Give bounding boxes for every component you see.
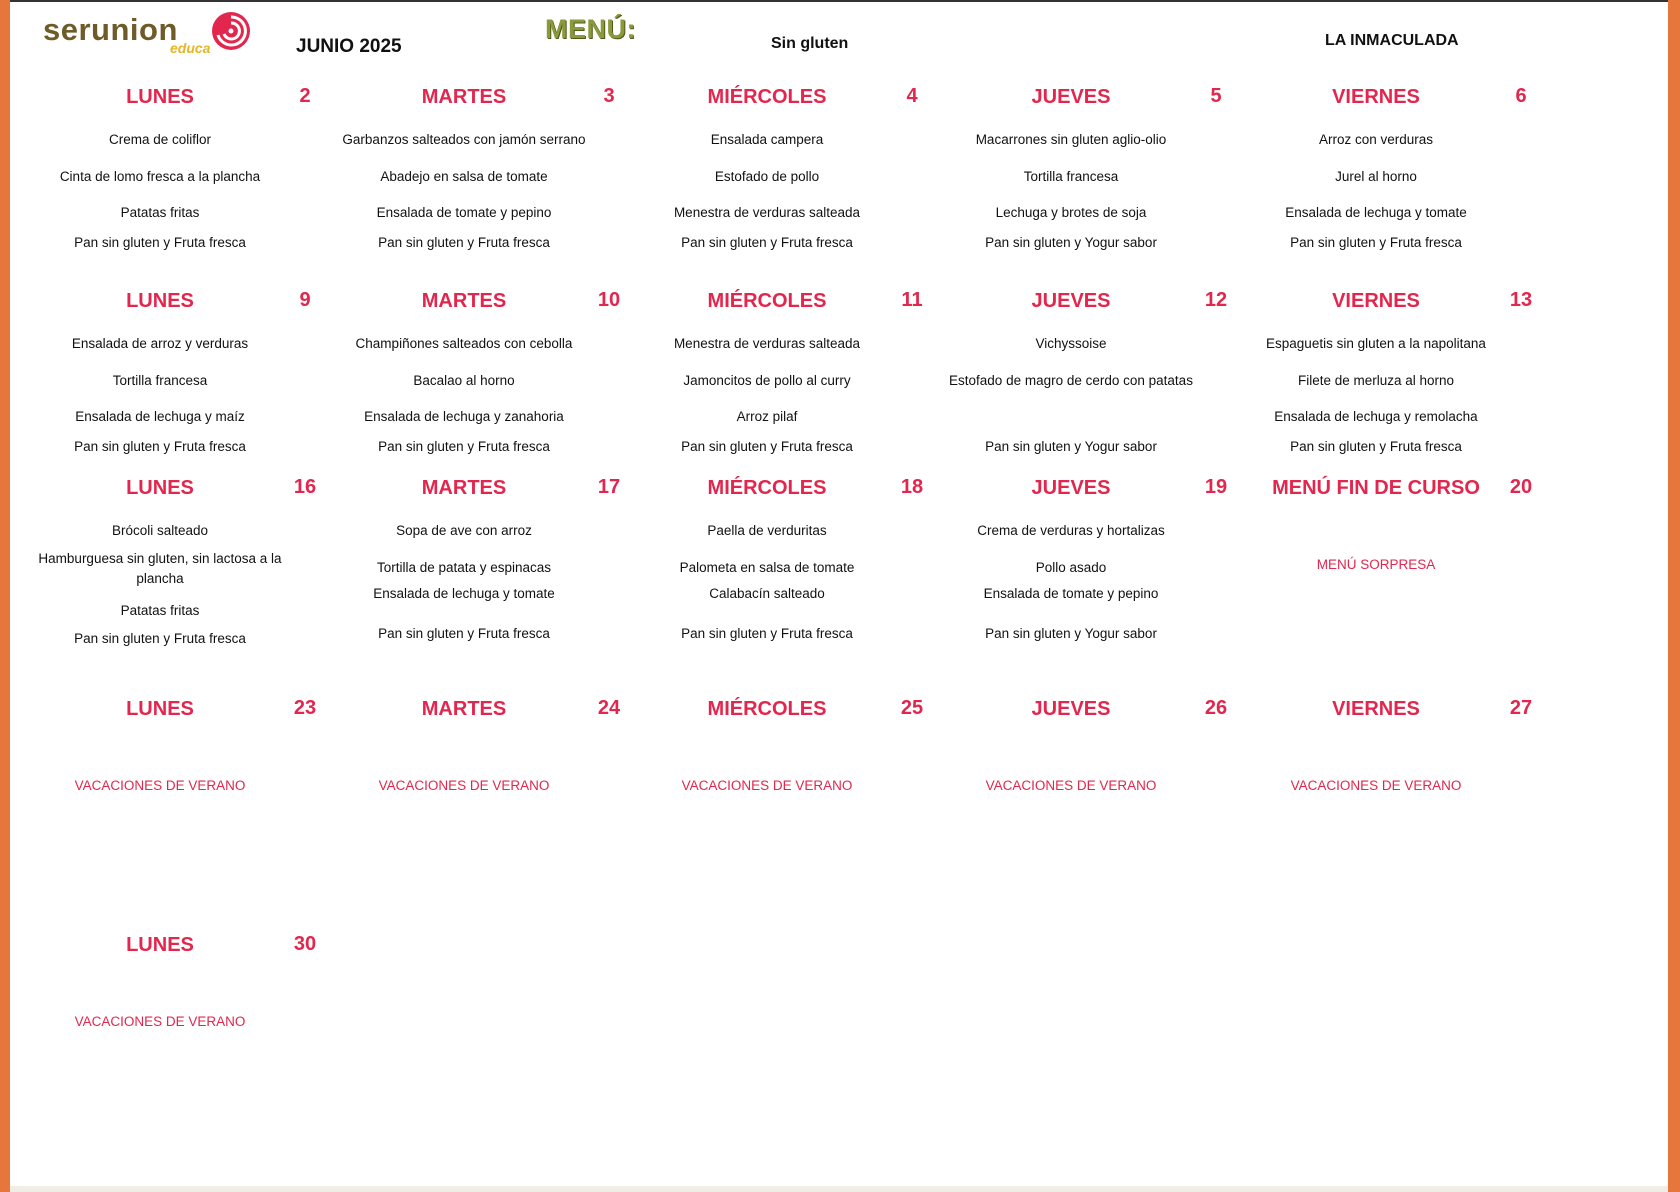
dish-item: Ensalada de lechuga y tomate bbox=[1285, 205, 1467, 220]
day-number: 24 bbox=[597, 697, 621, 719]
day-name: MIÉRCOLES bbox=[707, 477, 827, 499]
dish-item: Pan sin gluten y Yogur sabor bbox=[985, 235, 1157, 250]
day-cell bbox=[627, 698, 947, 928]
dish-item: Ensalada campera bbox=[710, 132, 824, 147]
day-note: VACACIONES DE VERANO bbox=[74, 778, 246, 793]
day-number: 19 bbox=[1204, 476, 1228, 498]
dish-item: Pan sin gluten y Fruta fresca bbox=[378, 235, 550, 250]
day-number: 2 bbox=[299, 85, 311, 107]
day-note: VACACIONES DE VERANO bbox=[74, 1014, 246, 1029]
logo-wordmark: serunion bbox=[43, 12, 178, 47]
dish-item: Calabacín salteado bbox=[709, 586, 825, 601]
serunion-logo bbox=[40, 10, 260, 58]
day-cell bbox=[931, 477, 1251, 707]
dish-item: Macarrones sin gluten aglio-olio bbox=[975, 132, 1167, 147]
day-cell bbox=[627, 86, 947, 316]
dish-item: Pan sin gluten y Fruta fresca bbox=[1290, 235, 1462, 250]
day-number: 12 bbox=[1204, 289, 1228, 311]
day-number: 3 bbox=[603, 85, 615, 107]
dish-item: Estofado de magro de cerdo con patatas bbox=[949, 373, 1193, 388]
spiral-logo-icon bbox=[210, 10, 252, 52]
day-cell bbox=[931, 698, 1251, 928]
day-cell bbox=[1236, 86, 1556, 316]
day-number: 20 bbox=[1509, 476, 1533, 498]
dish-item: Ensalada de lechuga y tomate bbox=[373, 586, 555, 601]
dish-item: Crema de verduras y hortalizas bbox=[977, 523, 1165, 538]
day-cell bbox=[931, 86, 1251, 316]
dish-item: Garbanzos salteados con jamón serrano bbox=[342, 132, 586, 147]
day-name: MIÉRCOLES bbox=[707, 86, 827, 108]
day-name: VIERNES bbox=[1332, 290, 1420, 312]
day-number: 17 bbox=[597, 476, 621, 498]
day-name: MARTES bbox=[421, 290, 507, 312]
day-name: MIÉRCOLES bbox=[707, 698, 827, 720]
day-name: VIERNES bbox=[1332, 698, 1420, 720]
day-name: JUEVES bbox=[1031, 698, 1111, 720]
day-name: JUEVES bbox=[1031, 86, 1111, 108]
dish-item: Pan sin gluten y Fruta fresca bbox=[378, 439, 550, 454]
dish-item: Pan sin gluten y Yogur sabor bbox=[985, 439, 1157, 454]
dish-item: Pan sin gluten y Fruta fresca bbox=[378, 626, 550, 641]
dish-item: Patatas fritas bbox=[120, 205, 200, 220]
day-number: 6 bbox=[1515, 85, 1527, 107]
day-note: VACACIONES DE VERANO bbox=[378, 778, 550, 793]
day-name: LUNES bbox=[126, 86, 194, 108]
dish-item: Patatas fritas bbox=[120, 603, 200, 618]
day-name: MARTES bbox=[421, 477, 507, 499]
day-cell bbox=[324, 698, 644, 928]
day-cell bbox=[20, 934, 340, 1164]
dish-item: Pan sin gluten y Fruta fresca bbox=[681, 439, 853, 454]
logo-subtitle: educa bbox=[170, 40, 211, 56]
dish-item: Hamburguesa sin gluten, sin lactosa a la plancha bbox=[38, 551, 282, 586]
day-number: 18 bbox=[900, 476, 924, 498]
day-number: 5 bbox=[1210, 85, 1222, 107]
dish-item: Tortilla francesa bbox=[112, 373, 208, 388]
day-name: MARTES bbox=[421, 698, 507, 720]
dish-item: Pan sin gluten y Fruta fresca bbox=[681, 626, 853, 641]
day-number: 23 bbox=[293, 697, 317, 719]
day-cell bbox=[20, 477, 340, 707]
day-number: 25 bbox=[900, 697, 924, 719]
day-name: LUNES bbox=[126, 290, 194, 312]
month-title: JUNIO 2025 bbox=[296, 36, 402, 57]
page-border-right bbox=[1668, 0, 1680, 1192]
dish-item: Pan sin gluten y Fruta fresca bbox=[681, 235, 853, 250]
day-cell bbox=[20, 86, 340, 316]
day-number: 4 bbox=[906, 85, 918, 107]
dish-item: Paella de verduritas bbox=[707, 523, 827, 538]
day-name: LUNES bbox=[126, 477, 194, 499]
dish-item: Crema de coliflor bbox=[108, 132, 212, 147]
dish-item: Champiñones salteados con cebolla bbox=[355, 336, 573, 351]
dish-item: Ensalada de lechuga y remolacha bbox=[1274, 409, 1478, 424]
day-cell bbox=[324, 86, 644, 316]
dish-item: Ensalada de tomate y pepino bbox=[376, 205, 552, 220]
day-name: MENÚ FIN DE CURSO bbox=[1272, 477, 1480, 499]
day-name: LUNES bbox=[126, 698, 194, 720]
day-cell bbox=[20, 698, 340, 928]
dish-item: Bacalao al horno bbox=[413, 373, 515, 388]
day-cell bbox=[627, 477, 947, 707]
page-border-top bbox=[10, 0, 1668, 2]
dish-item: Ensalada de lechuga y maíz bbox=[75, 409, 245, 424]
day-cell bbox=[1236, 477, 1556, 707]
day-note: MENÚ SORPRESA bbox=[1316, 557, 1436, 572]
dish-item: Arroz pilaf bbox=[736, 409, 798, 424]
dish-item: Espaguetis sin gluten a la napolitana bbox=[1266, 336, 1486, 351]
day-number: 26 bbox=[1204, 697, 1228, 719]
dish-item: Pollo asado bbox=[1035, 560, 1107, 575]
page-border-bottom bbox=[10, 1186, 1668, 1192]
day-name: JUEVES bbox=[1031, 477, 1111, 499]
day-number: 11 bbox=[901, 289, 923, 311]
dish-item: Jurel al horno bbox=[1335, 169, 1417, 184]
dish-item: Pan sin gluten y Fruta fresca bbox=[74, 235, 246, 250]
day-name: MARTES bbox=[421, 86, 507, 108]
dish-item: Pan sin gluten y Yogur sabor bbox=[985, 626, 1157, 641]
day-number: 9 bbox=[299, 289, 311, 311]
day-note: VACACIONES DE VERANO bbox=[985, 778, 1157, 793]
dish-item: Arroz con verduras bbox=[1318, 132, 1434, 147]
day-note: VACACIONES DE VERANO bbox=[681, 778, 853, 793]
dish-item: Lechuga y brotes de soja bbox=[995, 205, 1147, 220]
dish-item: Pan sin gluten y Fruta fresca bbox=[74, 439, 246, 454]
day-name: MIÉRCOLES bbox=[707, 290, 827, 312]
dish-item: Jamoncitos de pollo al curry bbox=[683, 373, 851, 388]
dish-item: Tortilla de patata y espinacas bbox=[376, 560, 552, 575]
day-name: VIERNES bbox=[1332, 86, 1420, 108]
dish-item: Menestra de verduras salteada bbox=[673, 336, 861, 351]
dish-item: Brócoli salteado bbox=[111, 523, 209, 538]
day-name: LUNES bbox=[126, 934, 194, 956]
day-number: 30 bbox=[293, 933, 317, 955]
day-cell bbox=[324, 477, 644, 707]
dish-item: Sopa de ave con arroz bbox=[396, 523, 532, 538]
day-cell bbox=[1236, 698, 1556, 928]
dish-item: Palometa en salsa de tomate bbox=[679, 560, 855, 575]
dish-item: Abadejo en salsa de tomate bbox=[380, 169, 548, 184]
diet-type: Sin gluten bbox=[771, 35, 849, 52]
day-number: 16 bbox=[293, 476, 317, 498]
dish-item: Tortilla francesa bbox=[1023, 169, 1119, 184]
dish-item: Menestra de verduras salteada bbox=[673, 205, 861, 220]
dish-item: Ensalada de tomate y pepino bbox=[983, 586, 1159, 601]
dish-item: Ensalada de arroz y verduras bbox=[71, 336, 249, 351]
day-name: JUEVES bbox=[1031, 290, 1111, 312]
dish-item: Pan sin gluten y Fruta fresca bbox=[1290, 439, 1462, 454]
page-border-left bbox=[0, 0, 10, 1192]
school-name: LA INMACULADA bbox=[1325, 32, 1459, 49]
menu-heading: MENÚ: bbox=[545, 14, 636, 44]
dish-item: Ensalada de lechuga y zanahoria bbox=[364, 409, 564, 424]
day-number: 27 bbox=[1509, 697, 1533, 719]
dish-item: Filete de merluza al horno bbox=[1297, 373, 1455, 388]
dish-item: Estofado de pollo bbox=[714, 169, 820, 184]
dish-item: Vichyssoise bbox=[1035, 336, 1107, 351]
dish-item: Pan sin gluten y Fruta fresca bbox=[74, 631, 246, 646]
dish-item: Cinta de lomo fresca a la plancha bbox=[59, 169, 261, 184]
day-note: VACACIONES DE VERANO bbox=[1290, 778, 1462, 793]
day-number: 13 bbox=[1509, 289, 1533, 311]
day-number: 10 bbox=[597, 289, 621, 311]
